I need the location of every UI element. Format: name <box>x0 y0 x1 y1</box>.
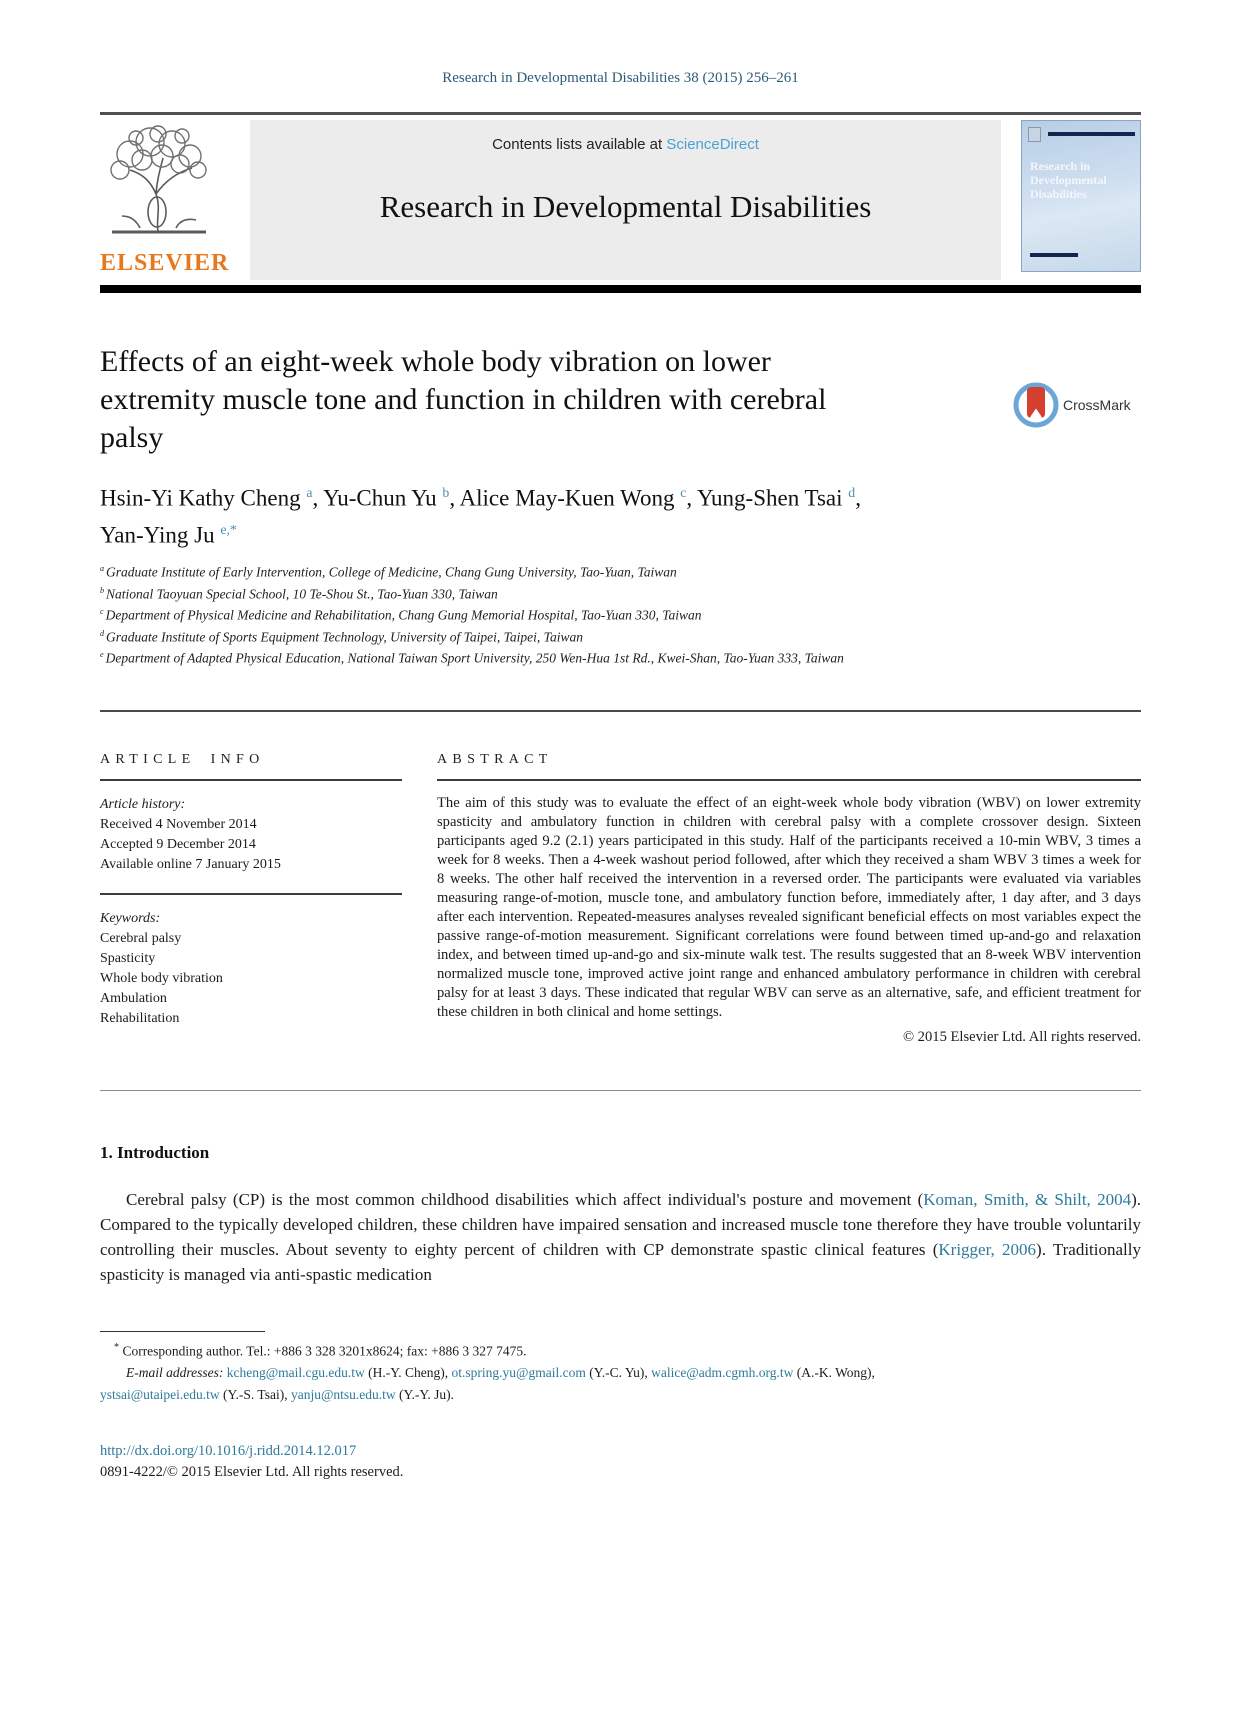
inline-link[interactable]: ot.spring.yu@gmail.com <box>451 1365 586 1381</box>
text-segment: , Yung-Shen Tsai <box>686 485 849 511</box>
article-title-line: palsy <box>100 421 164 454</box>
affiliation-line <box>100 582 1141 604</box>
inline-link[interactable]: kcheng@mail.cgu.edu.tw <box>226 1365 365 1381</box>
cover-publisher-icon <box>1028 127 1041 142</box>
text-segment: (H.-Y. Cheng), <box>364 1365 452 1381</box>
text-segment: e,* <box>220 521 237 537</box>
affiliation-text: Department of Adapted Physical Education, National Taiwan Sport University, 250 Wen-Hua 1st Rd., Kwei-Shan, Tao-Yuan 333, Taiwan <box>105 650 844 666</box>
doi-link[interactable]: http://dx.doi.org/10.1016/j.ridd.2014.12.017 <box>100 1443 357 1460</box>
text-segment: Cerebral palsy (CP) is the most common childhood disabilities which affect individual's posture and movement ( <box>126 1189 924 1209</box>
affiliation-marker: c <box>100 607 104 617</box>
article-title-line: Effects of an eight-week whole body vibration on lower <box>100 345 771 378</box>
history-item: Accepted 9 December 2014 <box>100 836 256 852</box>
crossmark-label: CrossMark <box>1063 397 1131 413</box>
keyword-item: Cerebral palsy <box>100 930 182 946</box>
article-title-line: extremity muscle tone and function in children with cerebral <box>100 383 827 416</box>
banner-top-rule <box>100 112 1141 115</box>
affiliation-text: National Taoyuan Special School, 10 Te-Shou St., Tao-Yuan 330, Taiwan <box>106 586 498 602</box>
abstract-heading: ABSTRACT <box>437 751 553 767</box>
text-segment: , Alice May-Kuen Wong <box>449 485 681 511</box>
text-segment: Hsin-Yi Kathy Cheng <box>100 485 307 511</box>
affiliation-line <box>100 603 1141 625</box>
affiliation-line <box>100 646 1141 668</box>
title-row <box>100 343 1141 457</box>
keyword-item: Whole body vibration <box>100 970 223 986</box>
affiliation-line <box>100 560 1141 582</box>
history-item: Available online 7 January 2015 <box>100 856 281 872</box>
cover-top-bar <box>1048 132 1135 136</box>
paper-page <box>0 70 1241 1724</box>
introduction-paragraph <box>100 1187 1141 1287</box>
author-list <box>100 477 1141 550</box>
text-segment: ). Traditionally spasticity is managed via anti-spastic medication <box>100 1239 1141 1284</box>
body-divider-rule <box>100 1090 1141 1091</box>
article-info-heading: ARTICLE INFO <box>100 751 265 767</box>
crossmark-badge[interactable] <box>1013 343 1141 457</box>
affiliation-marker: a <box>100 564 105 574</box>
text-segment: (Y.-C. Yu), <box>585 1365 652 1381</box>
affiliation-text: Department of Physical Medicine and Rehabilitation, Chang Gung Memorial Hospital, Tao-Yuan 330, Taiwan <box>105 607 702 623</box>
footnote-rule <box>100 1331 265 1332</box>
cover-bottom-bar <box>1030 253 1078 257</box>
journal-cover-thumbnail[interactable] <box>1021 120 1141 272</box>
text-segment: (Y.-Y. Ju). <box>395 1387 455 1403</box>
inline-link[interactable]: ystsai@utaipei.edu.tw <box>100 1387 220 1403</box>
section-heading-introduction: 1. Introduction <box>100 1142 210 1162</box>
text-segment: (Y.-S. Tsai), <box>219 1387 291 1403</box>
history-item: Received 4 November 2014 <box>100 816 257 832</box>
text-segment: (A.-K. Wong), <box>793 1365 875 1381</box>
article-history-label: Article history: <box>100 796 186 812</box>
elsevier-tree-icon <box>100 120 218 248</box>
contents-line <box>250 136 1001 153</box>
inline-link[interactable]: walice@adm.cgmh.org.tw <box>651 1365 794 1381</box>
abstract-rule <box>437 779 1141 781</box>
crossmark-icon <box>1013 382 1059 428</box>
keyword-item: Ambulation <box>100 990 167 1006</box>
info-abstract-columns <box>100 752 1141 1046</box>
text-segment: a <box>306 485 313 500</box>
cover-title: Research in Developmental Disabilities <box>1030 159 1107 201</box>
keyword-item: Spasticity <box>100 950 156 966</box>
text-segment: Yan-Ying Ju <box>100 522 221 548</box>
sciencedirect-link[interactable]: ScienceDirect <box>666 136 759 153</box>
text-segment: * <box>114 1341 120 1353</box>
inline-link[interactable]: Krigger, 2006 <box>938 1239 1037 1259</box>
elsevier-logo[interactable] <box>100 120 250 280</box>
keywords-label: Keywords: <box>100 910 161 926</box>
inline-link[interactable]: Koman, Smith, & Shilt, 2004 <box>923 1189 1132 1209</box>
section-divider-rule <box>100 710 1141 712</box>
affiliation-marker: b <box>100 585 105 595</box>
issn-copyright-line: 0891-4222/© 2015 Elsevier Ltd. All rights reserved. <box>100 1464 404 1481</box>
keywords-list <box>100 929 402 1029</box>
text-segment: b <box>442 485 450 500</box>
inline-link[interactable]: yanju@ntsu.edu.tw <box>290 1387 396 1403</box>
text-segment: , <box>855 485 861 511</box>
text-segment: , Yu-Chun Yu <box>312 485 443 511</box>
keyword-item: Rehabilitation <box>100 1010 180 1026</box>
affiliation-text: Graduate Institute of Sports Equipment Technology, University of Taipei, Taipei, Taiwan <box>106 629 583 645</box>
elsevier-wordmark: ELSEVIER <box>100 250 230 276</box>
text-segment: ). Compared to the typically developed children, these children have impaired sensation and increased muscle tone therefore they have trouble voluntarily controlling their muscles. About seventy to eighty percent of children with CP demonstrate spastic clinical features ( <box>100 1189 1141 1259</box>
text-segment: d <box>848 485 856 500</box>
contents-prefix: Contents lists available at <box>492 136 667 153</box>
banner-center-panel <box>250 120 1001 280</box>
copyright-line: © 2015 Elsevier Ltd. All rights reserved. <box>902 1028 1141 1045</box>
abstract-column <box>437 752 1141 1046</box>
affiliation-marker: d <box>100 628 105 638</box>
text-segment: c <box>680 485 687 500</box>
email-addresses-line-1 <box>100 1363 1141 1383</box>
keywords-rule <box>100 893 402 895</box>
banner-journal-title: Research in Developmental Disabilities <box>379 189 872 224</box>
affiliations <box>100 560 1141 668</box>
journal-banner <box>100 120 1141 280</box>
article-info-rule <box>100 779 402 781</box>
abstract-text: The aim of this study was to evaluate the effect of an eight-week whole body vibration (WBV) on lower extremity spasticity and ambulatory function in children with cerebral palsy with a complete crossover design. Sixteen participants aged 9.2 (2.1) years participated in this study. Half of the participants received a 10-min WBV, 3 times a week for 8 weeks. Then a 4-week washout period followed, after which they received a sham WBV 3 times a week for 8 weeks. The other half received the intervention in a reversed order. The participants were evaluated via variables measuring range-of-motion, muscle tone, and ambulatory function before, immediately after, 1 day after, and 3 days after each intervention. Repeated-measures analyses revealed significant beneficial effects on most variables expect the passive range-of-motion measurement. Significant correlations were found between timed up-and-go and relaxation index, and between timed up-and-go and six-minute walk test. The results suggested that an 8-week WBV intervention normalized muscle tone, improved active joint range and enhanced ambulatory performance in children with cerebral palsy for at least 3 days. These indicated that regular WBV can serve as an alternative, safe, and efficient treatment for these children in both clinical and home settings. <box>437 794 1141 1020</box>
article-info-column <box>100 752 402 1046</box>
text-segment: Corresponding author. Tel.: +886 3 328 3201x8624; fax: +886 3 327 7475. <box>119 1343 527 1359</box>
journal-reference: Research in Developmental Disabilities 38 (2015) 256–261 <box>442 70 799 86</box>
banner-bottom-rule <box>100 285 1141 293</box>
email-addresses-line-2 <box>100 1385 1141 1405</box>
affiliation-text: Graduate Institute of Early Intervention, College of Medicine, Chang Gung University, Tao-Yuan, Taiwan <box>106 564 677 580</box>
corresponding-author-note <box>100 1338 1141 1362</box>
article-title <box>100 343 1013 457</box>
text-segment: E-mail addresses: <box>126 1365 227 1381</box>
article-history-list <box>100 815 402 875</box>
affiliation-marker: e <box>100 650 104 660</box>
affiliation-line <box>100 625 1141 647</box>
